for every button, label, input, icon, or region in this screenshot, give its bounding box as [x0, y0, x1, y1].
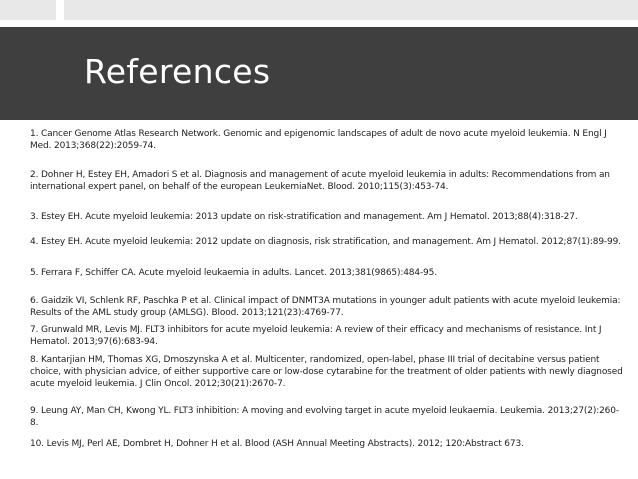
reference-item: 7. Grunwald MR, Levis MJ. FLT3 inhibitors for acute myeloid leukemia: A review of their efficacy and mechanisms of resistance. Int J Hematol. 2013;97(6):683-94. [30, 325, 602, 347]
reference-item: 5. Ferrara F, Schiffer CA. Acute myeloid leukaemia in adults. Lancet. 2013;381(9865):484-95. [30, 268, 437, 278]
slide-title: References [84, 52, 271, 91]
reference-item: 4. Estey EH. Acute myeloid leukemia: 2012 update on diagnosis, risk stratification, and management. Am J Hematol. 2012;87(1):89-99. [30, 237, 621, 247]
reference-item: 2. Dohner H, Estey EH, Amadori S et al. Diagnosis and management of acute myeloid leukemia in adults: Recommendations from an international expert panel, on behalf of the european LeukemiaNet. Blood. 2010;115(3):453-74. [30, 170, 610, 192]
decorative-stripe-right [64, 0, 638, 20]
decorative-stripe-left [0, 0, 56, 20]
decorative-top-stripes [0, 0, 638, 20]
reference-item: 6. Gaidzik VI, Schlenk RF, Paschka P et al. Clinical impact of DNMT3A mutations in younger adult patients with acute myeloid leukemia: Results of the AML study group (AMLSG). Blood. 2013;121(23):4769-77. [30, 296, 621, 318]
reference-item: 1. Cancer Genome Atlas Research Network. Genomic and epigenomic landscapes of adult de novo acute myeloid leukemia. N Engl J Med. 2013;368(22):2059-74. [30, 129, 607, 151]
reference-item: 9. Leung AY, Man CH, Kwong YL. FLT3 inhibition: A moving and evolving target in acute myeloid leukaemia. Leukemia. 2013;27(2):260-8. [30, 406, 619, 428]
reference-item: 3. Estey EH. Acute myeloid leukemia: 2013 update on risk-stratification and management. Am J Hematol. 2013;88(4):318-27. [30, 212, 578, 222]
reference-item: 8. Kantarjian HM, Thomas XG, Dmoszynska A et al. Multicenter, randomized, open-label, phase III trial of decitabine versus patient choice, with physician advice, of either supportive care or low-dose cytarabine for the treatment of older patients with newly diagnosed acute myeloid leukemia. J Clin Oncol. 2012;30(21):2670-7. [30, 355, 623, 389]
reference-item: 10. Levis MJ, Perl AE, Dombret H, Dohner H et al. Blood (ASH Annual Meeting Abstracts). 2012; 120:Abstract 673. [30, 439, 524, 449]
